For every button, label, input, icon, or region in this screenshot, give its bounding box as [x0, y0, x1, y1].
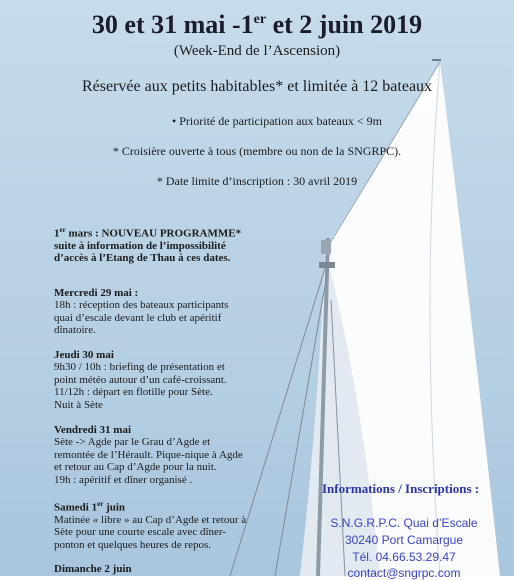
- contact-address-city: 30240 Port Camargue: [344, 533, 464, 547]
- contact-address-name: S.N.G.R.P.C. Quai d’Escale: [330, 516, 478, 530]
- event-intro: Réservée aux petits habitables* et limitée à 12 bateaux: [81, 78, 433, 95]
- open-cruise-note: * Croisière ouverte à tous (membre ou non de la SNGRPC).: [112, 144, 402, 158]
- program-notice: 1er mars : NOUVEAU PROGRAMME* suite à information de l’impossibilité d’accès à l’Etang de Thau à ces dates.: [54, 226, 242, 265]
- priority-note: • Priorité de participation aux bateaux < 9m: [172, 114, 382, 128]
- program-day-sunday: [54, 563, 284, 575]
- day-heading: Mercredi 29 mai :: [54, 287, 139, 299]
- event-subtitle: (Week-End de l’Ascension): [173, 43, 341, 59]
- contact-email[interactable]: contact@sngrpc.com: [347, 566, 461, 580]
- day-heading: Vendredi 31 mai: [54, 424, 132, 436]
- day-heading: Dimanche 2 juin: [54, 563, 132, 575]
- event-dates-title: 30 et 31 mai -1er et 2 juin 2019: [91, 10, 423, 39]
- mast-fitting: [321, 240, 331, 254]
- contact-heading: Informations / Inscriptions :: [322, 481, 480, 496]
- program-day-friday: Vendredi 31 mai Sète -> Agde par le Grau d’Agde et remontée de l’Hérault. Pique-nique à Agde et retour au Cap d’Agde pour la nuit. 19h : apéritif et dîner organisé .: [54, 424, 284, 486]
- program-day-thursday: Jeudi 30 mai 9h30 / 10h : briefing de présentation et point météo autour d’un café-croissant. 11/12h : départ en flotille pour Sète. Nuit à Sète: [54, 349, 284, 411]
- contact-phone: Tél. 04.66.53.29.47: [352, 550, 456, 564]
- deadline-note: * Date limite d’inscription : 30 avril 2019: [156, 174, 358, 188]
- program-day-saturday: Samedi 1er juin Matinée « libre » au Cap d’Agde et retour à Sète pour une courte escale avec dîner- ponton et quelques heures de repos.: [54, 498, 284, 551]
- program-day-wednesday: Mercredi 29 mai : 18h : réception des bateaux participants quai d’escale devant le club et apéritif dînatoire.: [54, 287, 284, 337]
- day-heading: Samedi 1er juin: [54, 500, 126, 514]
- day-heading: Jeudi 30 mai: [54, 349, 114, 361]
